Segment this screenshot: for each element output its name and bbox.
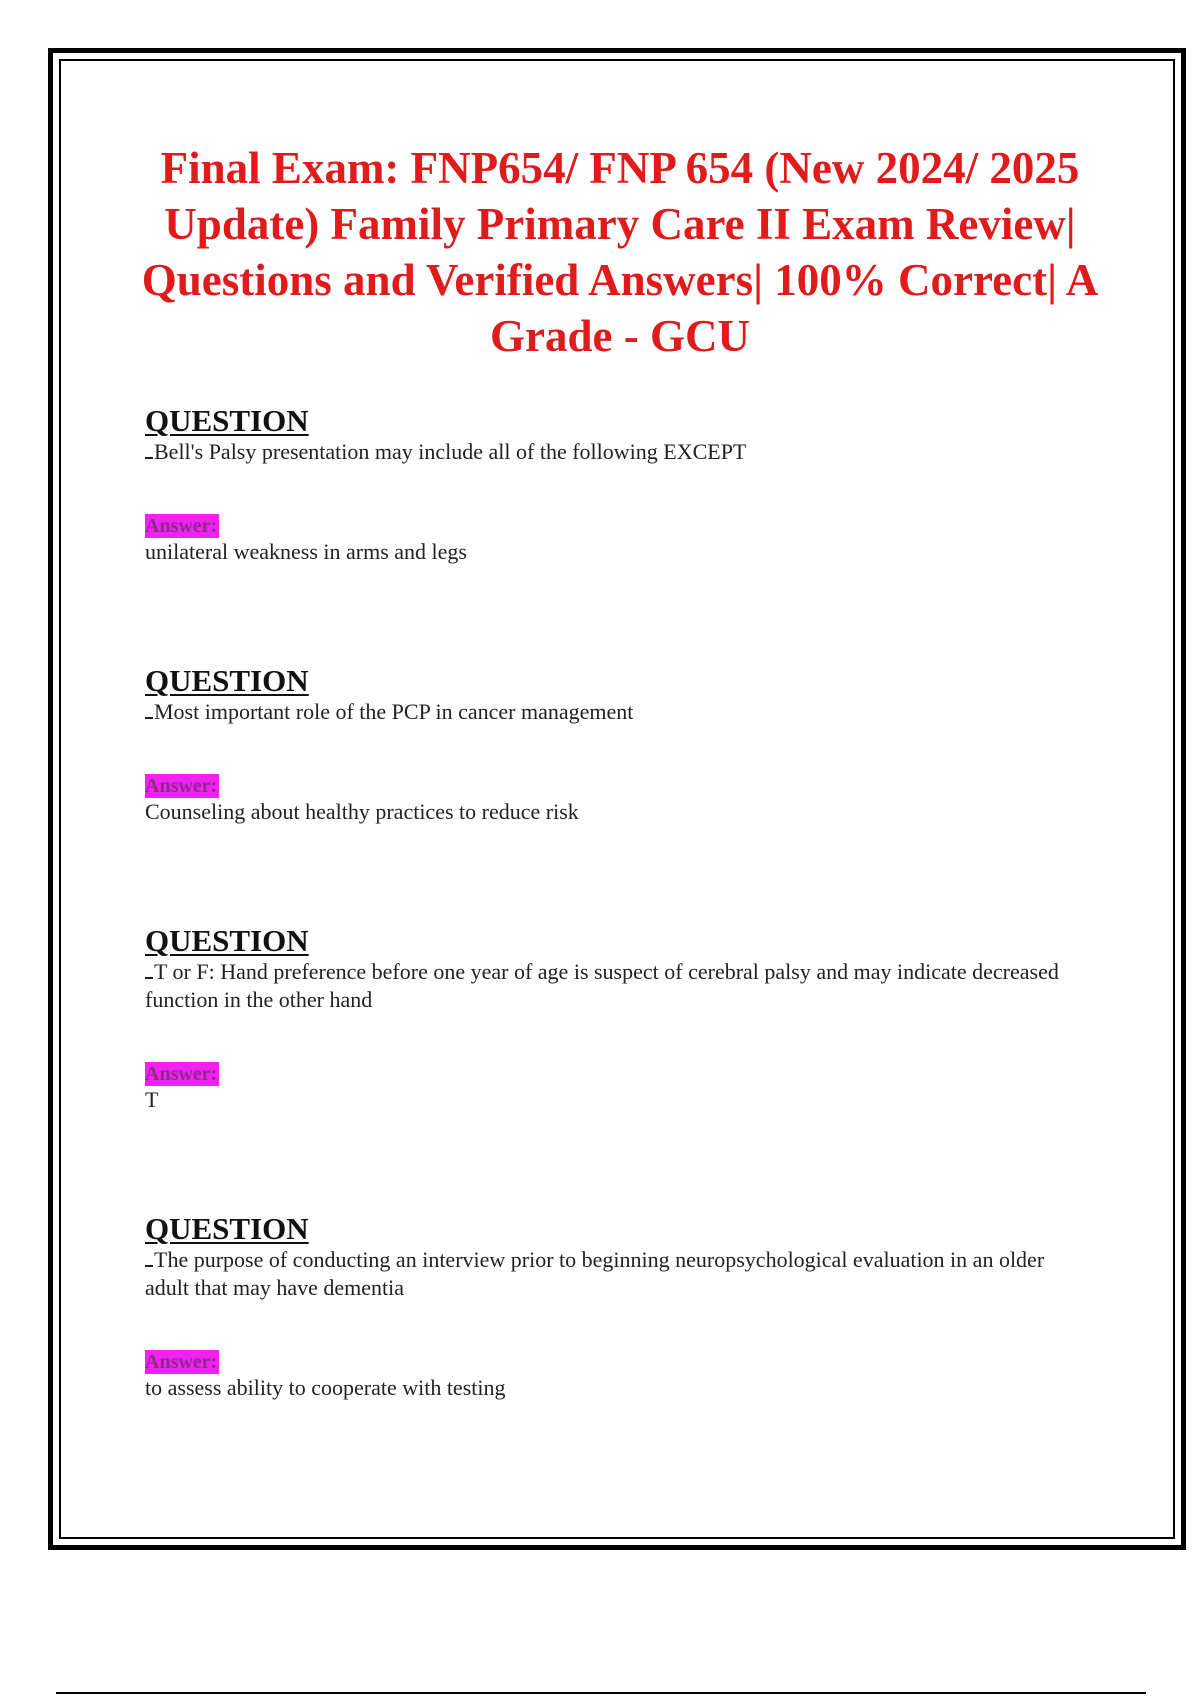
underline-mark [145,1249,153,1267]
footer-rule [56,1692,1146,1694]
question-heading: QUESTION [145,663,309,698]
question-text [145,698,1085,726]
answer-label: Answer: [145,515,218,537]
question-text [145,1246,1085,1302]
qa-item [145,665,1085,826]
question-text-content: Most important role of the PCP in cancer management [154,699,634,724]
question-heading: QUESTION [145,1211,309,1246]
answer-label: Answer: [145,1351,218,1373]
question-text-content: The purpose of conducting an interview prior to beginning neuropsychological evaluation in an older adult that may have dementia [145,1247,1045,1300]
underline-mark [145,701,153,719]
document-title: Final Exam: FNP654/ FNP 654 (New 2024/ 2025 Update) Family Primary Care II Exam Review| Questions and Verified Answers| 100% Correct| A Grade - GCU [141,143,1099,361]
answer-label: Answer: [145,1063,218,1085]
underline-mark [145,961,153,979]
answer-label: Answer: [145,775,218,797]
qa-item [145,1213,1085,1402]
answer-text: to assess ability to cooperate with testing [145,1375,506,1400]
answer-text: Counseling about healthy practices to reduce risk [145,799,579,824]
qa-item [145,405,1085,566]
question-text-content: Bell's Palsy presentation may include all of the following EXCEPT [154,439,747,464]
qa-item [145,925,1085,1114]
question-text [145,958,1085,1014]
underline-mark [145,441,153,459]
question-text-content: T or F: Hand preference before one year of age is suspect of cerebral palsy and may indicate decreased function in the other hand [145,959,1059,1012]
question-heading: QUESTION [145,403,309,438]
question-heading: QUESTION [145,923,309,958]
answer-text: unilateral weakness in arms and legs [145,539,467,564]
question-text [145,438,1085,466]
answer-text: T [145,1087,159,1112]
